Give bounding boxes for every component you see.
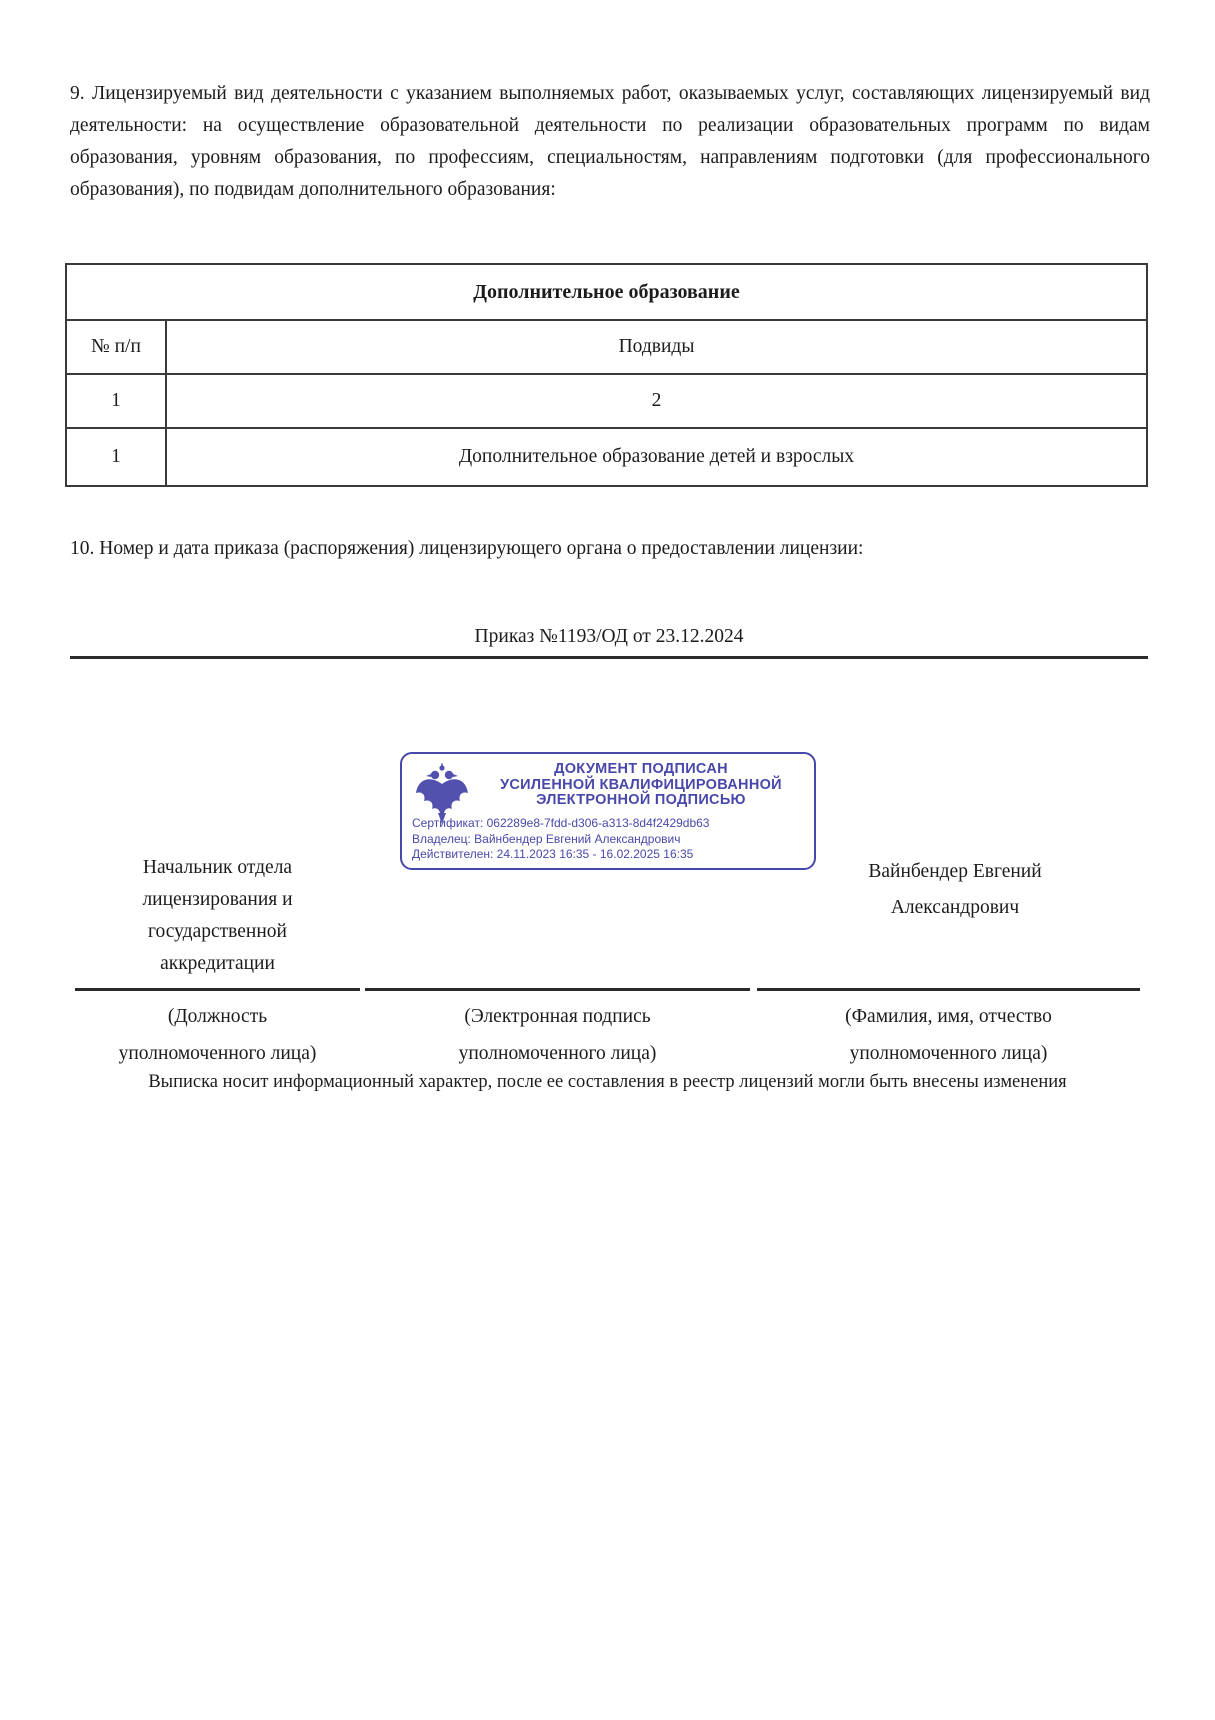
stamp-validity: Действителен: 24.11.2023 16:35 - 16.02.2025 16:35 [412,847,694,861]
caption-position: (Должность уполномоченного лица) [118,1006,317,1064]
caption-name: (Фамилия, имя, отчество уполномоченного лица) [845,1006,1052,1064]
signature-line-position [75,988,360,991]
table-title-row [66,264,1147,320]
horizontal-rule [70,656,1148,659]
additional-education-table [65,263,1148,487]
column-header-number: № п/п [66,320,166,374]
cell-row-number: 1 [66,428,166,486]
cell-subtype-value: 2 [166,374,1147,428]
stamp-title-line2: УСИЛЕННОЙ КВАЛИФИЦИРОВАННОЙ [500,776,782,793]
table-title: Дополнительное образование [66,264,1147,320]
stamp-owner: Владелец: Вайнбендер Евгений Александрович [412,831,681,846]
electronic-signature-stamp [400,752,816,870]
stamp-title-line1: ДОКУМЕНТ ПОДПИСАН [554,761,728,777]
caption-esign: (Электронная подпись уполномоченного лица) [458,1006,657,1064]
cell-subtype-value: Дополнительное образование детей и взрослых [166,428,1147,486]
signature-line-name [757,988,1140,991]
table-header-row [66,320,1147,374]
footer-disclaimer: Выписка носит информационный характер, после ее составления в реестр лицензий могли быть внесены изменения [148,1072,1067,1092]
order-number-line: Приказ №1193/ОД от 23.12.2024 [474,626,744,647]
section-10-paragraph: 10. Номер и дата приказа (распоряжения) лицензирующего органа о предоставлении лицензии: [70,538,864,559]
signer-position: Начальник отдела лицензирования и государственной аккредитации [142,857,293,974]
signer-name: Вайнбендер Евгений Александрович [868,861,1042,918]
table-row [66,374,1147,428]
section-9-paragraph: 9. Лицензируемый вид деятельности с указанием выполняемых работ, оказываемых услуг, составляющих лицензируемый вид деятельности: на осуществление образовательной деятельности по реализации образовательных программ по видам образования, уровням образования, по профессиям, специальностям, направлениям подготовки (для профессионального образования), по подвидам дополнительного образования: [70,83,1150,200]
stamp-certificate: Сертификат: 062289e8-7fdd-d306-a313-8d4f2429db63 [412,816,710,830]
signature-line-esign [365,988,750,991]
table-row [66,428,1147,486]
cell-row-number: 1 [66,374,166,428]
stamp-title-line3: ЭЛЕКТРОННОЙ ПОДПИСЬЮ [536,792,746,808]
column-header-subtypes: Подвиды [166,320,1147,374]
